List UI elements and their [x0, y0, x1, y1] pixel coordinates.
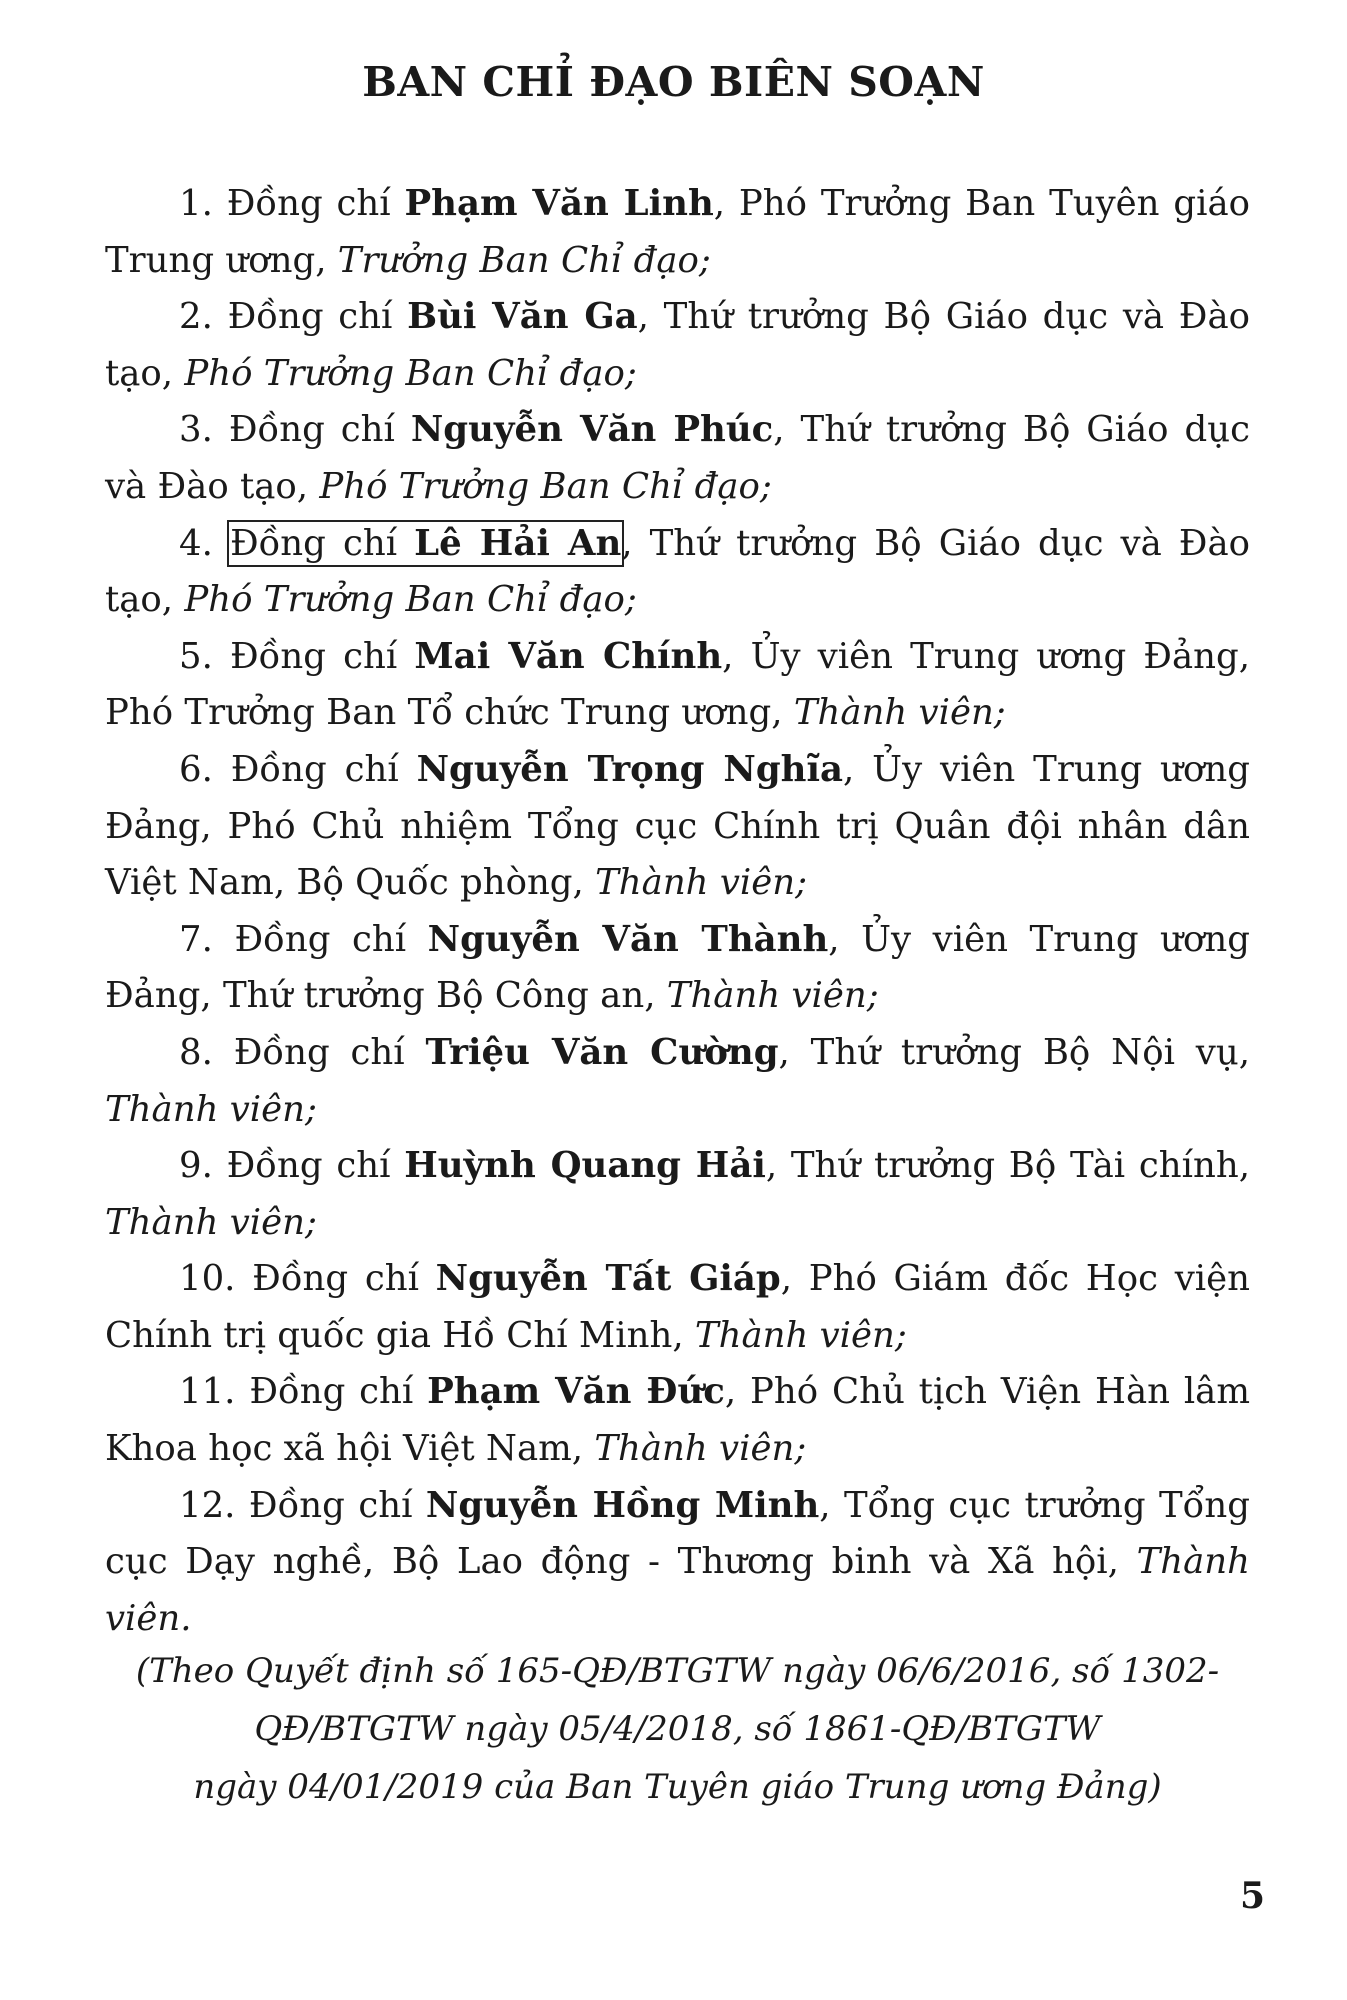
list-item: [105, 516, 1250, 629]
list-item: [105, 742, 1250, 912]
item-prefix: Đồng chí: [234, 918, 407, 960]
member-name: Mai Văn Chính: [414, 635, 723, 677]
item-number: 11.: [179, 1371, 236, 1413]
list-item: [105, 176, 1250, 289]
member-position: , Ủy viên Trung ương Đảng, Phó Trưởng Ban Tổ chức Trung ương,: [105, 635, 1250, 734]
member-role: Thành viên;: [595, 862, 808, 904]
item-number: 3.: [179, 409, 213, 451]
item-number: 2.: [179, 296, 213, 338]
member-role: Thành viên;: [793, 692, 1006, 734]
item-number: 9.: [179, 1145, 213, 1187]
item-number: 12.: [179, 1484, 236, 1526]
member-role: Thành viên.: [105, 1541, 1250, 1639]
source-line: (Theo Quyết định số 165-QĐ/BTGTW ngày 06/6/2016, số 1302-: [135, 1651, 1220, 1691]
member-list: [105, 176, 1250, 1647]
item-number: 6.: [179, 748, 213, 790]
member-role: Thành viên;: [105, 1088, 317, 1130]
member-position: , Thứ trưởng Bộ Giáo dục và Đào tạo,: [105, 522, 1250, 621]
list-item: [105, 912, 1250, 1025]
page-number: 5: [1239, 1875, 1265, 1917]
page-title: BAN CHỈ ĐẠO BIÊN SOẠN: [362, 58, 985, 106]
item-prefix: Đồng chí: [233, 1031, 405, 1073]
member-role: Phó Trưởng Ban Chỉ đạo;: [319, 465, 772, 507]
item-prefix: Đồng chí: [249, 1371, 414, 1413]
member-position: , Ủy viên Trung ương Đảng, Phó Chủ nhiệm Tổng cục Chính trị Quân đội nhân dân Việt Nam, Bộ Quốc phòng,: [105, 748, 1250, 904]
list-item: [105, 1364, 1250, 1477]
item-prefix: Đồng chí: [230, 635, 398, 677]
member-role: Thành viên;: [694, 1314, 907, 1356]
member-role: Thành viên;: [594, 1428, 807, 1470]
highlighted-name-box: [230, 523, 621, 564]
member-position: , Phó Chủ tịch Viện Hàn lâm Khoa học xã hội Việt Nam,: [105, 1371, 1250, 1470]
member-position: , Phó Trưởng Ban Tuyên giáo Trung ương,: [105, 183, 1250, 281]
item-number: 1.: [179, 183, 213, 224]
member-role: Thành viên;: [105, 1201, 317, 1243]
item-prefix: Đồng chí: [227, 296, 393, 338]
member-name: Nguyễn Tất Giáp: [435, 1258, 781, 1300]
member-position: , Phó Giám đốc Học viện Chính trị quốc gia Hồ Chí Minh,: [105, 1258, 1250, 1356]
item-prefix: Đồng chí: [226, 183, 391, 224]
member-name: Nguyễn Trọng Nghĩa: [416, 748, 843, 790]
member-name: Huỳnh Quang Hải: [404, 1145, 766, 1187]
member-name: Bùi Văn Ga: [407, 296, 638, 338]
item-number: 5.: [179, 635, 213, 677]
member-position: , Thứ trưởng Bộ Nội vụ,: [778, 1031, 1250, 1073]
member-position: , Thứ trưởng Bộ Giáo dục và Đào tạo,: [105, 409, 1250, 507]
member-position: , Thứ trưởng Bộ Tài chính,: [765, 1145, 1250, 1187]
list-item: [105, 1251, 1250, 1364]
item-prefix: Đồng chí: [252, 1258, 419, 1300]
member-name: Nguyễn Văn Thành: [427, 918, 829, 960]
item-number: 10.: [179, 1258, 236, 1300]
item-prefix: Đồng chí: [229, 522, 398, 564]
member-name: Phạm Văn Đức: [427, 1371, 725, 1413]
member-name: Phạm Văn Linh: [404, 183, 714, 224]
item-number: 8.: [179, 1031, 213, 1073]
member-role: Phó Trưởng Ban Chỉ đạo;: [184, 352, 637, 394]
item-prefix: Đồng chí: [248, 1484, 413, 1526]
list-item: [105, 402, 1250, 515]
member-name: Nguyễn Văn Phúc: [410, 409, 774, 451]
item-number: 4.: [179, 522, 213, 564]
source-citation: [105, 1642, 1250, 1816]
list-item: [105, 1138, 1250, 1251]
member-position: , Thứ trưởng Bộ Giáo dục và Đào tạo,: [105, 296, 1250, 394]
list-item: [105, 1025, 1250, 1138]
source-line: QĐ/BTGTW ngày 05/4/2018, số 1861-QĐ/BTGTW: [254, 1709, 1101, 1749]
source-line: ngày 04/01/2019 của Ban Tuyên giáo Trung ương Đảng): [193, 1767, 1162, 1807]
list-item: [105, 629, 1250, 742]
item-prefix: Đồng chí: [228, 409, 395, 451]
list-item: [105, 1478, 1250, 1648]
item-prefix: Đồng chí: [226, 1145, 391, 1187]
item-prefix: Đồng chí: [230, 748, 399, 790]
member-role: Thành viên;: [666, 975, 879, 1017]
list-item: [105, 289, 1250, 402]
member-role: Trưởng Ban Chỉ đạo;: [337, 239, 711, 281]
member-name: Nguyễn Hồng Minh: [425, 1484, 820, 1526]
member-name: Lê Hải An: [414, 522, 622, 564]
member-position: , Ủy viên Trung ương Đảng, Thứ trưởng Bộ Công an,: [105, 918, 1250, 1017]
member-name: Triệu Văn Cường: [425, 1031, 779, 1073]
member-role: Phó Trưởng Ban Chỉ đạo;: [184, 579, 637, 621]
member-position: , Tổng cục trưởng Tổng cục Dạy nghề, Bộ Lao động - Thương binh và Xã hội,: [105, 1484, 1250, 1583]
item-number: 7.: [179, 918, 213, 960]
